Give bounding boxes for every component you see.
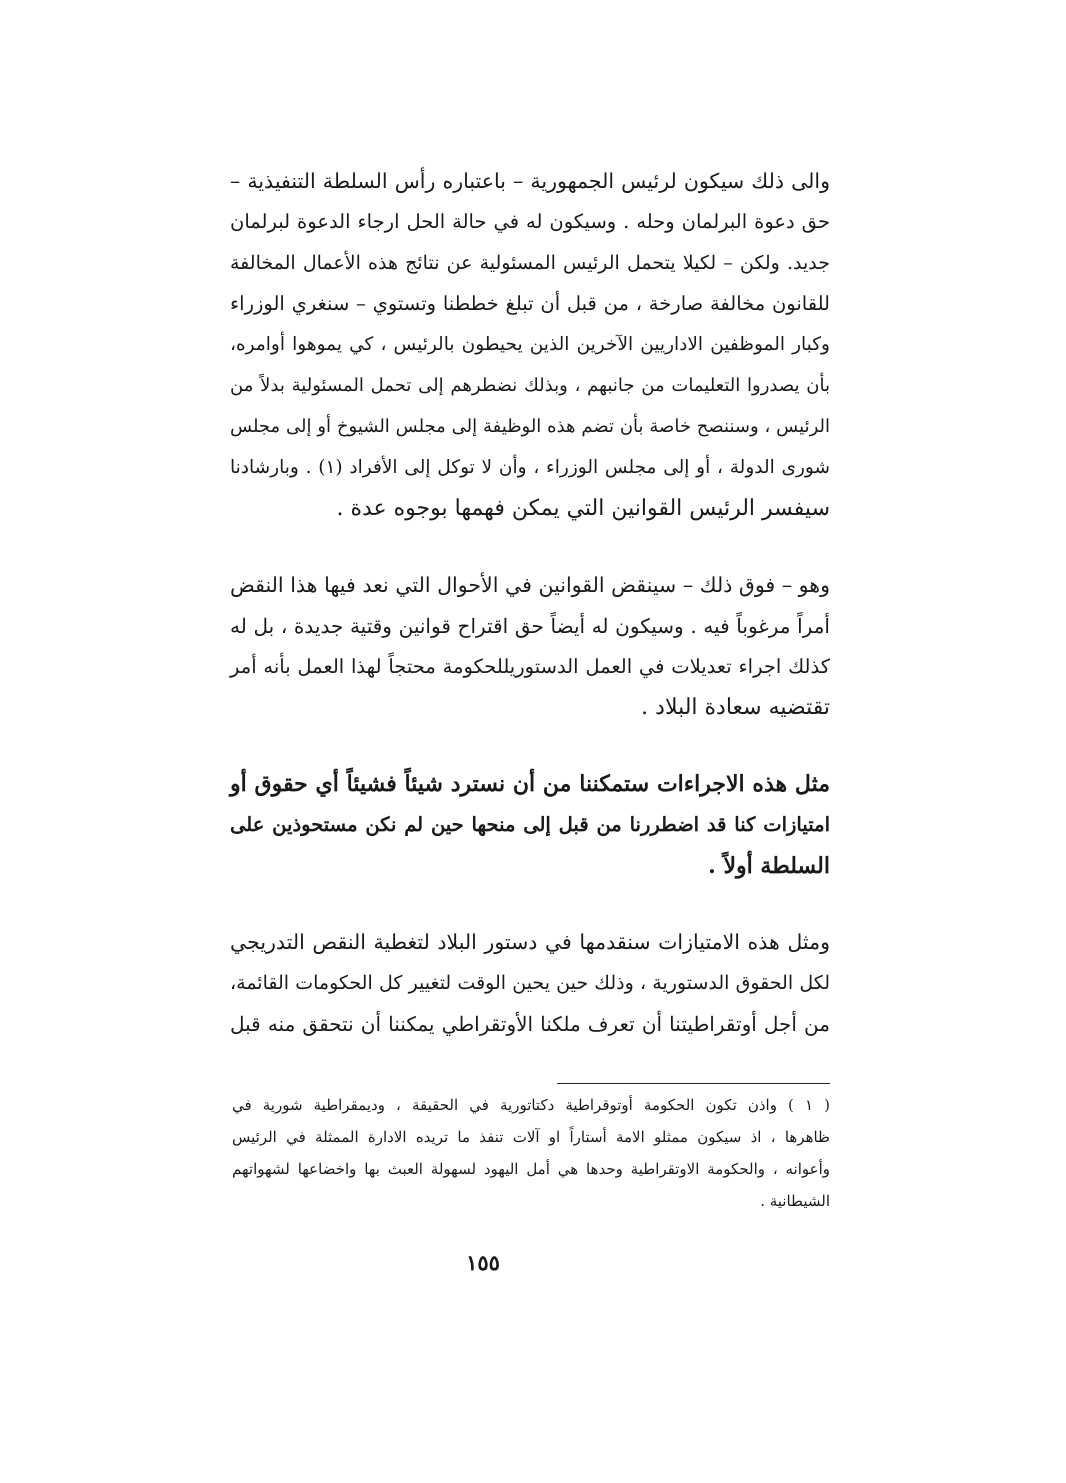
text-line: السلطة أولاً . <box>708 853 830 879</box>
footnote-line: وأعوانه ، والحكومة الاوتقراطية وحدها هي أمل اليهود لسهولة العبث بها واخضاعها لشهواتهم <box>232 1160 830 1178</box>
text-line: حق دعوة البرلمان وحله . وسيكون له في حالة الحل ارجاء الدعوة لبرلمان <box>230 210 830 233</box>
text-line: للقانون مخالفة صارخة ، من قبل أن تبلغ خططنا وتستوي – سنغري الوزراء <box>230 292 830 315</box>
text-line: بأن يصدروا التعليمات من جانبهم ، وبذلك نضطرهم إلى تحمل المسئولية بدلاً من <box>230 375 830 396</box>
page-number: ١٥٥ <box>466 1250 500 1275</box>
footnote-separator <box>557 1083 830 1084</box>
text-line: تقتضيه سعادة البلاد . <box>641 695 830 720</box>
text-line: أمراً مرغوباً فيه . وسيكون له أيضاً حق اقتراح قوانين وقتية جديدة ، بل له <box>230 614 830 638</box>
text-line: من أجل أوتقراطيتنا أن تعرف ملكنا الأوتقراطي يمكننا أن نتحقق منه قبل <box>230 1012 830 1036</box>
text-line: وكبار الموظفين الاداريين الآخرين الذين يحيطون بالرئيس ، كي يموهوا أوامره، <box>230 334 830 355</box>
text-line: الرئيس ، وسننصح خاصة بأن تضم هذه الوظيفة إلى مجلس الشيوخ أو إلى مجلس <box>230 416 830 437</box>
text-line: لكل الحقوق الدستورية ، وذلك حين يحين الوقت لتغيير كل الحكومات القائمة، <box>230 972 830 994</box>
text-line: سيفسر الرئيس القوانين التي يمكن فهمها بوجوه عدة . <box>336 496 830 521</box>
text-line: ومثل هذه الامتيازات سنقدمها في دستور البلاد لتغطية النقص التدريجي <box>230 930 830 954</box>
text-line: كذلك اجراء تعديلات في العمل الدستوريللحكومة محتجاً لهذا العمل بأنه أمر <box>230 655 830 678</box>
footnote-line: الشيطانية . <box>760 1192 830 1210</box>
footnote-line: ( ١ ) واذن تكون الحكومة أوتوقراطية دكتاتورية في الحقيقة ، وديمقراطية شورية في <box>232 1096 831 1114</box>
text-line: والى ذلك سيكون لرئيس الجمهورية – باعتباره رأس السلطة التنفيذية – <box>230 169 830 193</box>
footnote-line: ظاهرها ، اذ سيكون ممثلو الامة أستاراً او آلات تنفذ ما تريده الادارة الممثلة في الرئيس <box>232 1128 830 1146</box>
text-line: مثل هذه الاجراءات ستمكننا من أن نسترد شيئاً فشيئاً أي حقوق أو <box>230 771 830 797</box>
text-line: شورى الدولة ، أو إلى مجلس الوزراء ، وأن لا توكل إلى الأفراد (١) . وبارشادنا <box>230 457 830 478</box>
text-line: جديد. ولكن – لكيلا يتحمل الرئيس المسئولية عن نتائج هذه الأعمال المخالفة <box>230 252 830 274</box>
text-line: وهو – فوق ذلك – سينقض القوانين في الأحوال التي نعد فيها هذا النقض <box>230 573 830 597</box>
text-line: امتيازات كنا قد اضطررنا من قبل إلى منحها حين لم نكن مستحوذين على <box>230 813 830 836</box>
